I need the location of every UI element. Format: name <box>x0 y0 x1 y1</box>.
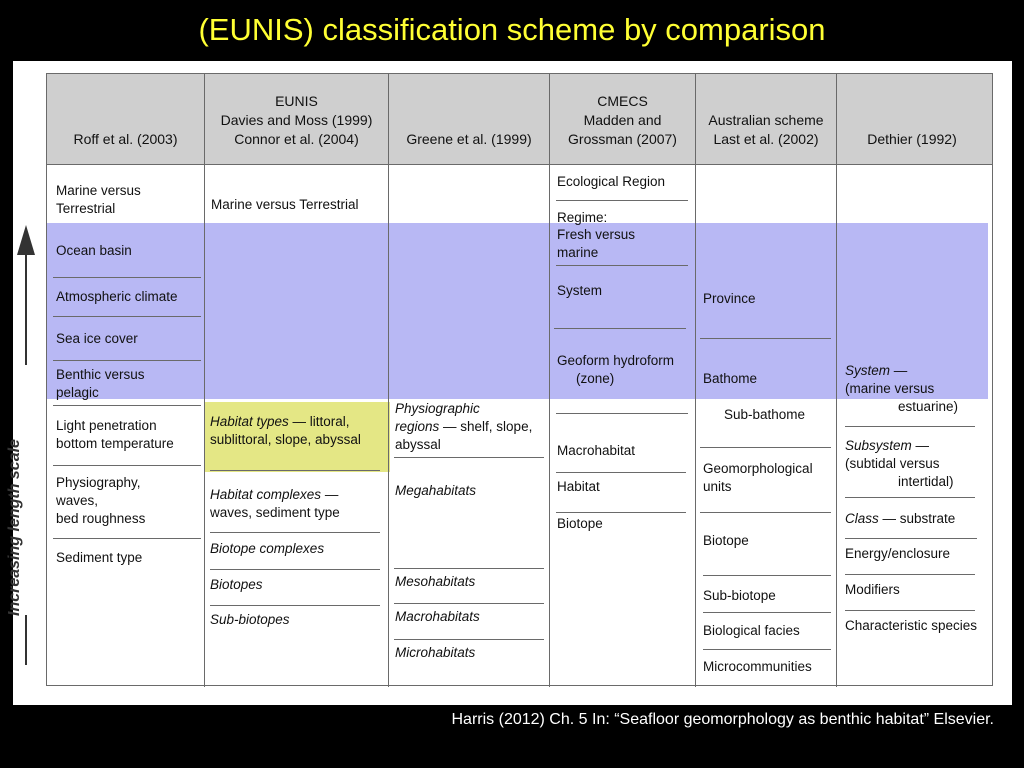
cell-dethier: Energy/enclosure <box>845 546 951 561</box>
row-divider <box>845 538 977 539</box>
header-dethier: Dethier (1992) <box>867 131 957 147</box>
row-divider <box>556 265 688 266</box>
cell-dethier: Class — substrate <box>845 511 956 526</box>
cell-australian: Microcommunities <box>703 659 812 674</box>
cell-eunis: Habitat complexes — waves, sediment type <box>210 487 340 520</box>
cell-roff: Sediment type <box>56 550 143 565</box>
header-eunis: EUNIS Davies and Moss (1999) Connor et al. (2004) <box>220 93 373 147</box>
cell-greene: Physiographic regions — shelf, slope, abyssal <box>395 401 533 452</box>
cell-australian: Province <box>703 291 756 306</box>
row-divider <box>554 328 686 329</box>
row-divider <box>845 497 975 498</box>
row-divider <box>394 568 544 569</box>
row-divider <box>394 603 544 604</box>
cell-cmecs: Geoform hydroform (zone) <box>557 353 675 386</box>
cell-roff: Physiography, waves, bed roughness <box>56 475 146 526</box>
cell-greene: Mesohabitats <box>395 574 476 589</box>
cell-dethier: System — (marine versus estuarine) <box>845 363 959 414</box>
cell-cmecs: Biotope <box>557 516 603 531</box>
cell-australian: Sub-bathome <box>724 407 806 422</box>
row-divider <box>210 605 380 606</box>
row-divider <box>53 316 201 317</box>
row-divider <box>703 612 831 613</box>
cell-roff: Sea ice cover <box>56 331 138 346</box>
cell-cmecs: System <box>557 283 603 298</box>
cell-eunis: Biotopes <box>210 577 263 592</box>
header-roff: Roff et al. (2003) <box>73 131 178 147</box>
cell-cmecs: Macrohabitat <box>557 443 636 458</box>
slide-title: (EUNIS) classification scheme by comparison <box>198 12 826 47</box>
header-greene: Greene et al. (1999) <box>406 131 532 147</box>
header-australian: Australian scheme Last et al. (2002) <box>708 112 824 147</box>
cell-eunis: Sub-biotopes <box>210 612 290 627</box>
cell-australian: Bathome <box>703 371 758 386</box>
row-divider <box>53 277 201 278</box>
row-divider <box>53 538 201 539</box>
cell-dethier: Characteristic species <box>845 618 978 633</box>
cell-greene: Macrohabitats <box>395 609 480 624</box>
cell-australian: Biological facies <box>703 623 800 638</box>
row-divider <box>703 649 831 650</box>
cell-cmecs: Regime: <box>557 210 608 225</box>
row-divider <box>700 338 831 339</box>
cell-australian: Biotope <box>703 533 749 548</box>
row-divider <box>845 610 975 611</box>
row-divider <box>556 413 688 414</box>
header-cmecs: CMECS Madden and Grossman (2007) <box>568 93 677 147</box>
cell-eunis: Marine versus Terrestrial <box>211 197 359 212</box>
row-divider <box>210 470 380 471</box>
cell-roff: Marine versus Terrestrial <box>56 183 141 216</box>
cell-dethier: Modifiers <box>845 582 900 597</box>
axis-label: Increasing length scale <box>6 439 23 616</box>
row-divider <box>556 472 686 473</box>
cell-roff: Ocean basin <box>56 243 132 258</box>
row-divider <box>53 405 201 406</box>
cell-eunis: Biotope complexes <box>210 541 325 556</box>
cell-australian: Sub-biotope <box>703 588 776 603</box>
row-divider <box>556 512 686 513</box>
cell-roff: Light penetration bottom temperature <box>56 418 174 451</box>
cell-roff: Atmospheric climate <box>56 289 178 304</box>
row-divider <box>700 512 831 513</box>
row-divider <box>210 532 380 533</box>
row-divider <box>845 574 975 575</box>
header-divider <box>46 164 993 165</box>
cell-cmecs: Fresh versus marine <box>557 227 636 260</box>
cell-greene: Microhabitats <box>395 645 476 660</box>
cell-roff: Benthic versus pelagic <box>56 367 145 400</box>
citation-footer: Harris (2012) Ch. 5 In: “Seafloor geomorphology as benthic habitat” Elsevier. <box>451 711 994 728</box>
row-divider <box>394 639 544 640</box>
row-divider <box>700 447 831 448</box>
cell-cmecs: Ecological Region <box>557 174 666 189</box>
row-divider <box>703 575 831 576</box>
cell-eunis: Habitat types — littoral, sublittoral, slope, abyssal <box>210 414 361 447</box>
cell-australian: Geomorphological units <box>703 461 813 494</box>
row-divider <box>394 457 544 458</box>
row-divider <box>210 569 380 570</box>
row-divider <box>845 426 975 427</box>
row-divider <box>53 360 201 361</box>
cell-dethier: Subsystem — (subtidal versus intertidal) <box>845 438 954 489</box>
row-divider <box>53 465 201 466</box>
row-divider <box>556 200 688 201</box>
cell-cmecs: Habitat <box>557 479 600 494</box>
axis-line <box>14 600 38 670</box>
cell-greene: Megahabitats <box>395 483 477 498</box>
